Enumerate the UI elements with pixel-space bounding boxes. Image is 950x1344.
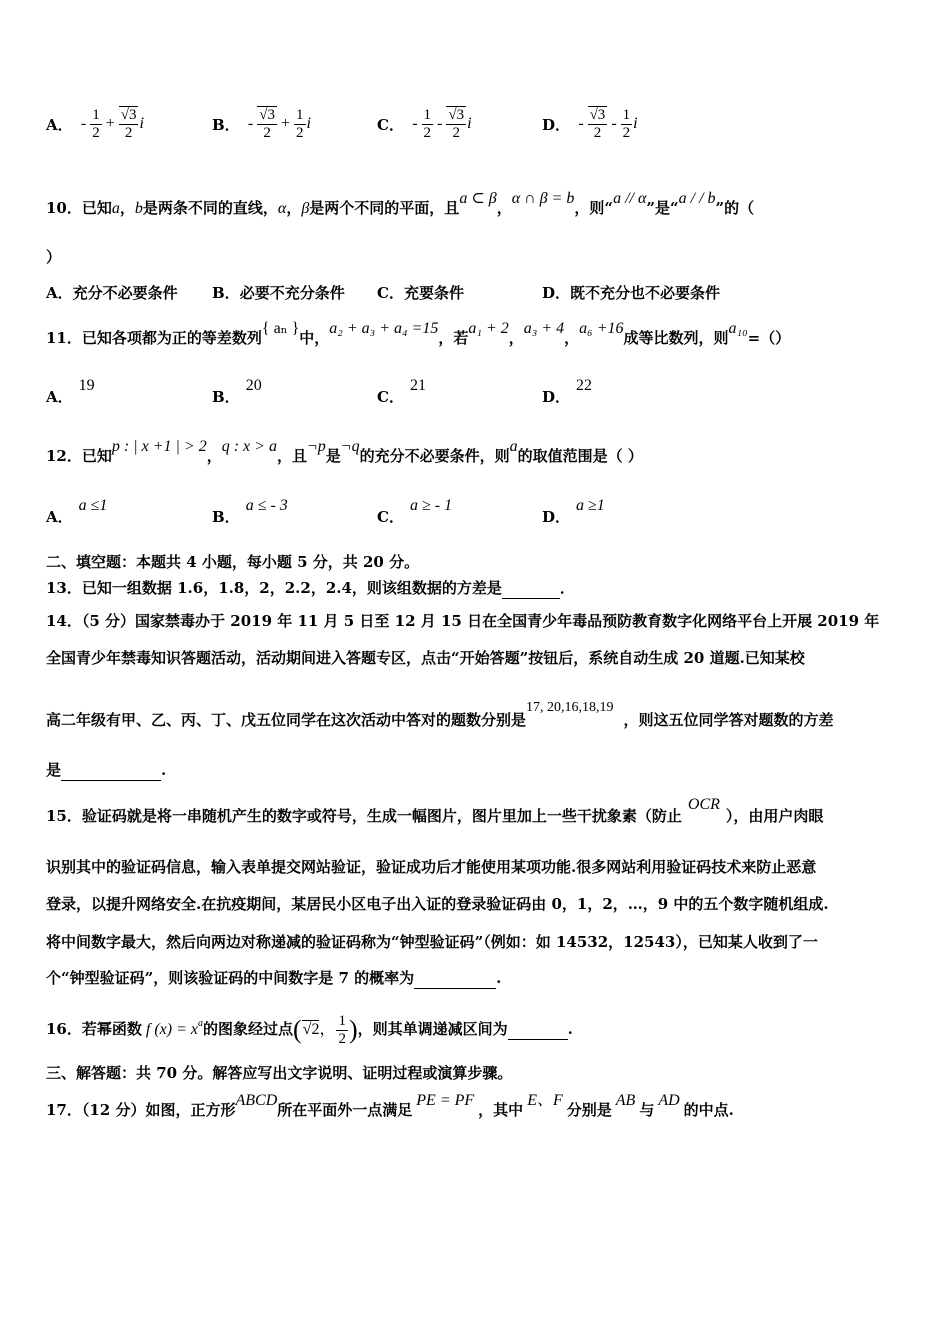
- sign: -: [412, 115, 418, 132]
- q12-option-c: [377, 497, 453, 527]
- text: 所在平面外一点满足: [277, 1101, 413, 1119]
- denominator: 2: [338, 1030, 346, 1047]
- option-label: A．: [46, 508, 73, 526]
- answer-blank: [61, 760, 161, 781]
- q10-option-a: [46, 282, 178, 303]
- q9-option-a: [46, 106, 144, 142]
- fraction: [588, 106, 608, 142]
- option-value: a ≤ - 3: [245, 497, 288, 514]
- math-equation: PE = PF: [416, 1092, 475, 1109]
- q16: [46, 1012, 573, 1049]
- denominator: 2: [593, 125, 602, 141]
- denominator: 2: [263, 125, 271, 141]
- q14-line-3: [46, 700, 834, 732]
- text: 高二年级有甲、乙、丙、丁、戊五位同学在这次活动中答对的题数分别是: [46, 711, 527, 729]
- math-subset: a ⊂ β: [459, 190, 497, 207]
- math-a: a: [509, 438, 518, 455]
- q12-option-d: [542, 497, 605, 527]
- math-beta: β: [301, 200, 310, 217]
- q17: [46, 1092, 734, 1121]
- text: ．: [559, 579, 575, 597]
- option-label: D．: [542, 284, 571, 302]
- text: ），由用户肉眼: [725, 807, 824, 825]
- sign: -: [80, 115, 87, 132]
- answer-blank: [508, 1019, 568, 1040]
- q10-stem: [46, 190, 755, 219]
- q12-stem: [46, 438, 643, 467]
- option-text: 既不充分也不必要条件: [570, 284, 721, 302]
- text: 的中点.: [683, 1101, 734, 1119]
- paren-left: (: [293, 1015, 302, 1044]
- denominator: 2: [92, 124, 100, 141]
- option-value: 20: [245, 377, 262, 394]
- option-text: 充要条件: [403, 284, 464, 302]
- option-label: C．: [377, 115, 404, 134]
- denominator: 2: [622, 124, 631, 141]
- text: .: [161, 761, 167, 779]
- numerator: √3: [120, 107, 137, 123]
- math-root: √2: [302, 1021, 320, 1038]
- denominator: 2: [124, 125, 133, 141]
- numerator: 1: [423, 106, 432, 123]
- option-label: B．: [212, 115, 240, 134]
- text: ，则这五位同学答对题数的方差: [623, 711, 834, 729]
- q13: [46, 578, 575, 599]
- q15-line-4: 将中间数字最大，然后向两边对称递减的验证码称为“钟型验证码”（例如：如 14532，12543），已知某人收到了一: [46, 933, 818, 951]
- math-term: a₁ + 2: [468, 320, 509, 337]
- option-value: a ≥ - 1: [409, 497, 453, 514]
- option-label: C．: [377, 508, 404, 526]
- text: ，: [564, 329, 580, 347]
- q9-option-b: [212, 106, 311, 142]
- math-alpha: α: [277, 200, 287, 217]
- text: ，: [508, 329, 524, 347]
- math-a10: a₁₀: [728, 320, 748, 337]
- text: 11．已知各项都为正的等差数列: [46, 329, 262, 347]
- text: =（）: [747, 329, 791, 347]
- answer-blank: [414, 968, 496, 989]
- text: .: [496, 969, 502, 987]
- math-b: b: [134, 200, 143, 217]
- text: .: [567, 1020, 573, 1038]
- paren-right: ): [348, 1015, 358, 1044]
- section-2-heading: 二、填空题：本题共 4 小题，每小题 5 分，共 20 分。: [46, 553, 420, 571]
- sign: +: [105, 115, 115, 132]
- text: 17．（12 分）如图，正方形: [46, 1101, 236, 1119]
- text: 15．验证码就是将一串随机产生的数字或符号，生成一幅图片，图片里加上一些干扰象素（防止: [46, 807, 682, 825]
- math-segment: AD: [658, 1092, 680, 1109]
- numerator: 1: [296, 106, 304, 123]
- text: ）: [46, 248, 62, 266]
- text: 是两条不同的直线，: [142, 199, 278, 217]
- text: 成等比数列，则: [623, 329, 729, 347]
- text: ”的（: [715, 199, 755, 217]
- numerator: 1: [338, 1012, 346, 1029]
- q11-option-c: [377, 377, 426, 407]
- math-square: ABCD: [235, 1092, 278, 1109]
- fraction: [621, 107, 633, 142]
- text: 10．已知: [46, 199, 112, 217]
- sign: +: [280, 115, 291, 132]
- option-text: 必要不充分条件: [239, 284, 345, 302]
- sign: -: [578, 115, 584, 132]
- fraction: [446, 106, 466, 142]
- numerator: 1: [622, 106, 631, 123]
- imaginary-unit: i: [306, 115, 311, 132]
- text: 的充分不必要条件，则: [359, 447, 510, 465]
- text: ”是“: [646, 199, 679, 217]
- math-parallel-plane: a // α: [613, 190, 647, 207]
- q10-stem-end: [46, 247, 61, 267]
- option-label: D．: [542, 388, 571, 406]
- numerator: √3: [448, 107, 465, 123]
- text: 12．已知: [46, 447, 112, 465]
- option-value: 22: [576, 377, 593, 394]
- text: 分别是: [566, 1101, 612, 1119]
- option-label: D．: [542, 508, 571, 526]
- denominator: 2: [423, 124, 432, 141]
- comma: ，: [319, 1021, 336, 1038]
- q10-option-d: [542, 282, 720, 303]
- option-label: B．: [212, 508, 240, 526]
- sign: -: [247, 115, 254, 132]
- q12-option-b: [212, 497, 288, 527]
- imaginary-unit: i: [139, 115, 144, 132]
- math-q: q : x > a: [221, 438, 277, 455]
- option-value: a ≤1: [78, 497, 108, 514]
- denominator: 2: [452, 125, 460, 141]
- math-data: 17, 20,16,18,19: [526, 700, 614, 715]
- text: 16．若幂函数: [46, 1020, 142, 1038]
- q14-line-1: 14．（5 分）国家禁毒办于 2019 年 11 月 5 日至 12 月 15 日在全国青少年毒品预防教育数字化网络平台上开展 2019 年: [46, 612, 880, 630]
- fraction: [294, 107, 306, 142]
- math-function: f (x) = x: [145, 1021, 198, 1038]
- numerator: √3: [259, 107, 275, 123]
- q11-option-d: [542, 377, 593, 407]
- option-label: A．: [46, 388, 73, 406]
- text: 13．已知一组数据 1.6，1.8，2，2.2，2.4，则该组数据的方差是: [46, 579, 502, 597]
- q10-option-b: [212, 282, 345, 303]
- text: ，: [206, 447, 222, 465]
- q11-option-a: [46, 377, 95, 407]
- option-text: 充分不必要条件: [72, 284, 178, 302]
- option-value: 21: [409, 377, 426, 394]
- q11-stem: [46, 320, 791, 349]
- option-value: a ≥1: [576, 497, 605, 514]
- option-label: A．: [46, 115, 73, 134]
- math-parallel-line: a / / b: [678, 190, 716, 207]
- q11-option-b: [212, 377, 262, 407]
- fraction: [336, 1013, 348, 1048]
- text: 是: [325, 447, 341, 465]
- text: 中，: [299, 329, 330, 347]
- option-label: C．: [377, 388, 404, 406]
- q9-option-c: [377, 106, 472, 142]
- text: ，: [496, 199, 512, 217]
- math-term: a₃ + 4: [523, 320, 565, 337]
- section-3-heading: 三、解答题：共 70 分。解答应写出文字说明、证明过程或演算步骤。: [46, 1064, 513, 1082]
- fraction: [422, 107, 434, 142]
- q12-option-a: [46, 497, 108, 527]
- numerator: 1: [92, 106, 100, 123]
- imaginary-unit: i: [633, 115, 638, 132]
- text: 的图象经过点: [202, 1020, 293, 1038]
- q15-line-1: [46, 796, 824, 827]
- fraction: [119, 106, 139, 142]
- option-label: D．: [542, 115, 571, 134]
- text: ，则“: [574, 199, 614, 217]
- math-ocr: OCR: [687, 796, 720, 813]
- text: 是两个不同的平面，且: [309, 199, 460, 217]
- text: 是: [46, 761, 62, 779]
- math-segment: AB: [615, 1092, 636, 1109]
- math-points: E、F: [527, 1092, 563, 1109]
- sign: -: [437, 115, 443, 132]
- fraction: [257, 106, 277, 142]
- math-exponent: a: [197, 1018, 203, 1029]
- option-value: 19: [78, 377, 95, 394]
- q10-option-c: [377, 282, 464, 303]
- denominator: 2: [296, 124, 304, 141]
- q15-line-3: 登录，以提升网络安全.在抗疫期间，某居民小区电子出入证的登录验证码由 0，1，2，…，9 中的五个数字随机组成.: [46, 895, 829, 913]
- text: ，: [119, 199, 135, 217]
- numerator: √3: [589, 107, 606, 123]
- option-label: B．: [212, 388, 240, 406]
- text: 与: [639, 1101, 655, 1119]
- q14-line-4: [46, 760, 166, 781]
- sign: -: [611, 115, 617, 132]
- text: 个“钟型验证码”，则该验证码的中间数字是 7 的概率为: [46, 969, 415, 987]
- math-term: a₆ +16: [579, 320, 624, 337]
- answer-blank: [502, 578, 560, 599]
- imaginary-unit: i: [467, 115, 472, 132]
- option-label: C．: [377, 284, 404, 302]
- math-intersection: α ∩ β = b: [511, 190, 575, 207]
- math-not-p: ¬p: [306, 438, 326, 455]
- math-not-q: ¬q: [340, 438, 360, 455]
- option-label: A．: [46, 284, 73, 302]
- q14-line-2: 全国青少年禁毒知识答题活动，活动期间进入答题专区，点击“开始答题”按钮后，系统自动生成 20 道题.已知某校: [46, 649, 805, 667]
- q9-option-d: [542, 106, 638, 142]
- q15-line-2: 识别其中的验证码信息，输入表单提交网站验证，验证成功后才能使用某项功能.很多网站利用验证码技术来防止恶意: [46, 858, 817, 876]
- math-sum: a₂ + a₃ + a₄ =15: [329, 320, 439, 337]
- math-a: a: [111, 200, 120, 217]
- text: ，则其单调递减区间为: [357, 1020, 508, 1038]
- text: ，且: [276, 447, 307, 465]
- text: ，其中: [478, 1101, 524, 1119]
- text: 的取值范围是（ ）: [517, 447, 643, 465]
- fraction: [90, 107, 102, 142]
- q15-line-5: [46, 968, 501, 989]
- text: ，: [286, 199, 302, 217]
- text: ，若: [438, 329, 469, 347]
- math-sequence: { aₙ }: [261, 320, 300, 337]
- option-label: B．: [212, 284, 240, 302]
- math-p: p : | x +1 | > 2: [111, 438, 207, 455]
